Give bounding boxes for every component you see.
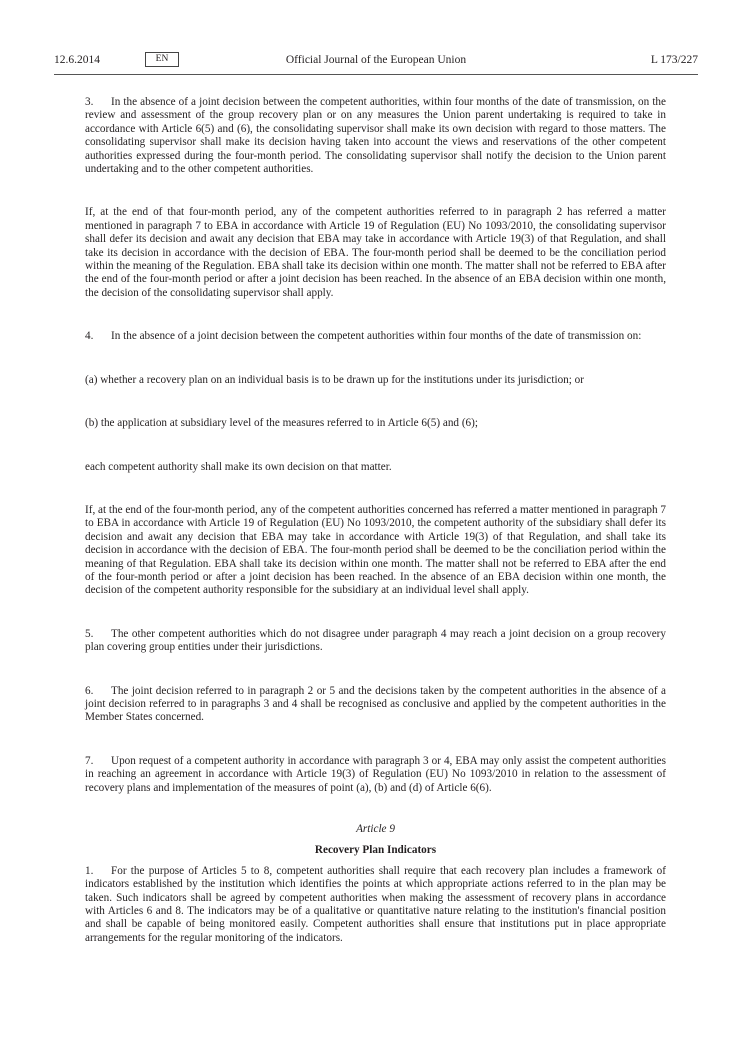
paragraph-4-conclusion: each competent authority shall make its own decision on that matter. [85, 460, 392, 473]
paragraph-7 [85, 755, 666, 795]
language-badge: EN [145, 52, 179, 67]
paragraph-text: For the purpose of Articles 5 to 8, competent authorities shall require that each recovery plan includes a framework of indicators established by the institution which identifies the points at which appropriate actions referred to in the plan may be taken. Such indicators shall be agreed by competent authorities when making the assessment of recovery plans in accordance with Articles 6 and 8. The indicators may be of a qualitative or quantitative nature relating to the institution's financial position and shall be capable of being monitored easily. Competent authorities shall ensure that institutions put in place appropriate arrangements for the regular monitoring of the indicators. [85, 864, 666, 944]
paragraph-number: 4. [85, 330, 94, 343]
article-heading: Recovery Plan Indicators [314, 844, 437, 857]
paragraph-number: 3. [85, 96, 94, 108]
paragraph-5 [85, 628, 666, 655]
paragraph-text: In the absence of a joint decision between the competent authorities, within four months of the date of transmission, on the review and assessment of the group recovery plan or on any measures the Union parent undertaking is required to take in accordance with Article 6(5) and (6), the consolidating supervisor shall make its own decision with regard to those matters. The consolidating supervisor shall make its decision having taken into account the views and reservations of the other competent authorities expressed during the four-month period. The consolidating supervisor shall notify the decision to the Union parent undertaking and to the other competent authorities. [85, 96, 666, 176]
publication-date: 12.6.2014 [54, 54, 100, 66]
paragraph-6 [85, 685, 666, 725]
document-body [85, 96, 666, 945]
page-header [54, 52, 698, 75]
paragraph-text: The joint decision referred to in paragraph 2 or 5 and the decisions taken by the competent authorities in the absence of a joint decision referred to in paragraphs 3 and 4 shall be recognised as conclusive and applied by the competent authorities in the Member States concerned. [85, 684, 666, 724]
paragraph-number: 1. [85, 864, 94, 877]
article-label: Article 9 [356, 823, 395, 835]
paragraph-number: 7. [85, 754, 94, 767]
page-reference: L 173/227 [650, 54, 698, 66]
journal-title: Official Journal of the European Union [285, 54, 467, 66]
paragraph-number: 6. [85, 684, 94, 697]
paragraph-text: The other competent authorities which do not disagree under paragraph 4 may reach a joint decision on a group recovery plan covering group entities under their jurisdictions. [85, 627, 666, 654]
paragraph-number: 5. [85, 627, 94, 640]
paragraph-4-point-b: (b) the application at subsidiary level of the measures referred to in Article 6(5) and (6); [85, 417, 478, 430]
paragraph-3 [85, 96, 666, 176]
paragraph-text: In the absence of a joint decision between the competent authorities within four months of the date of transmission on: [111, 330, 642, 343]
paragraph-4 [85, 330, 666, 343]
article-9-paragraph-1 [85, 865, 666, 945]
paragraph-text: Upon request of a competent authority in accordance with paragraph 3 or 4, EBA may only assist the competent authorities in reaching an agreement in accordance with Article 19(3) of Regulation (EU) No 1093/2010 in relation to the assessment of recovery plans and implementation of the measures of point (a), (b) and (d) of Article 6(6). [85, 754, 666, 794]
paragraph-3-subparagraph: If, at the end of that four-month period, any of the competent authorities referred to in paragraph 2 has referred a matter mentioned in paragraph 7 to EBA in accordance with Article 19 of Regulation (EU) No 1093/2010, the consolidating supervisor shall defer its decision and await any decision that EBA may take in accordance with Article 19(3) of that Regulation, and shall take its decision in accordance with the decision of EBA. The four-month period shall be deemed to be the conciliation period within the meaning of the Regulation. EBA shall take its decision within one month. The matter shall not be referred to EBA after the end of the four-month period or after a joint decision has been reached. In the absence of an EBA decision within one month, the decision of the consolidating supervisor shall apply. [85, 206, 666, 299]
paragraph-4-subparagraph: If, at the end of the four-month period, any of the competent authorities concerned has referred a matter mentioned in paragraph 7 to EBA in accordance with Article 19 of Regulation (EU) No 1093/2010, the competent authority of the subsidiary shall defer its decision and await any decision that EBA may take in accordance with Article 19(3) of that Regulation, and shall take its decision in accordance with the decision of EBA. The four-month period shall be deemed to be the conciliation period within the meaning of that Regulation. EBA shall take its decision within one month. The matter shall not be referred to EBA after the end of the four-month period or after a joint decision has been reached. In the absence of an EBA decision within one month, the decision of the competent authority responsible for the subsidiary at an individual level shall apply. [85, 503, 666, 597]
paragraph-4-point-a: (a) whether a recovery plan on an individual basis is to be drawn up for the institutions under its jurisdiction; or [85, 373, 584, 386]
